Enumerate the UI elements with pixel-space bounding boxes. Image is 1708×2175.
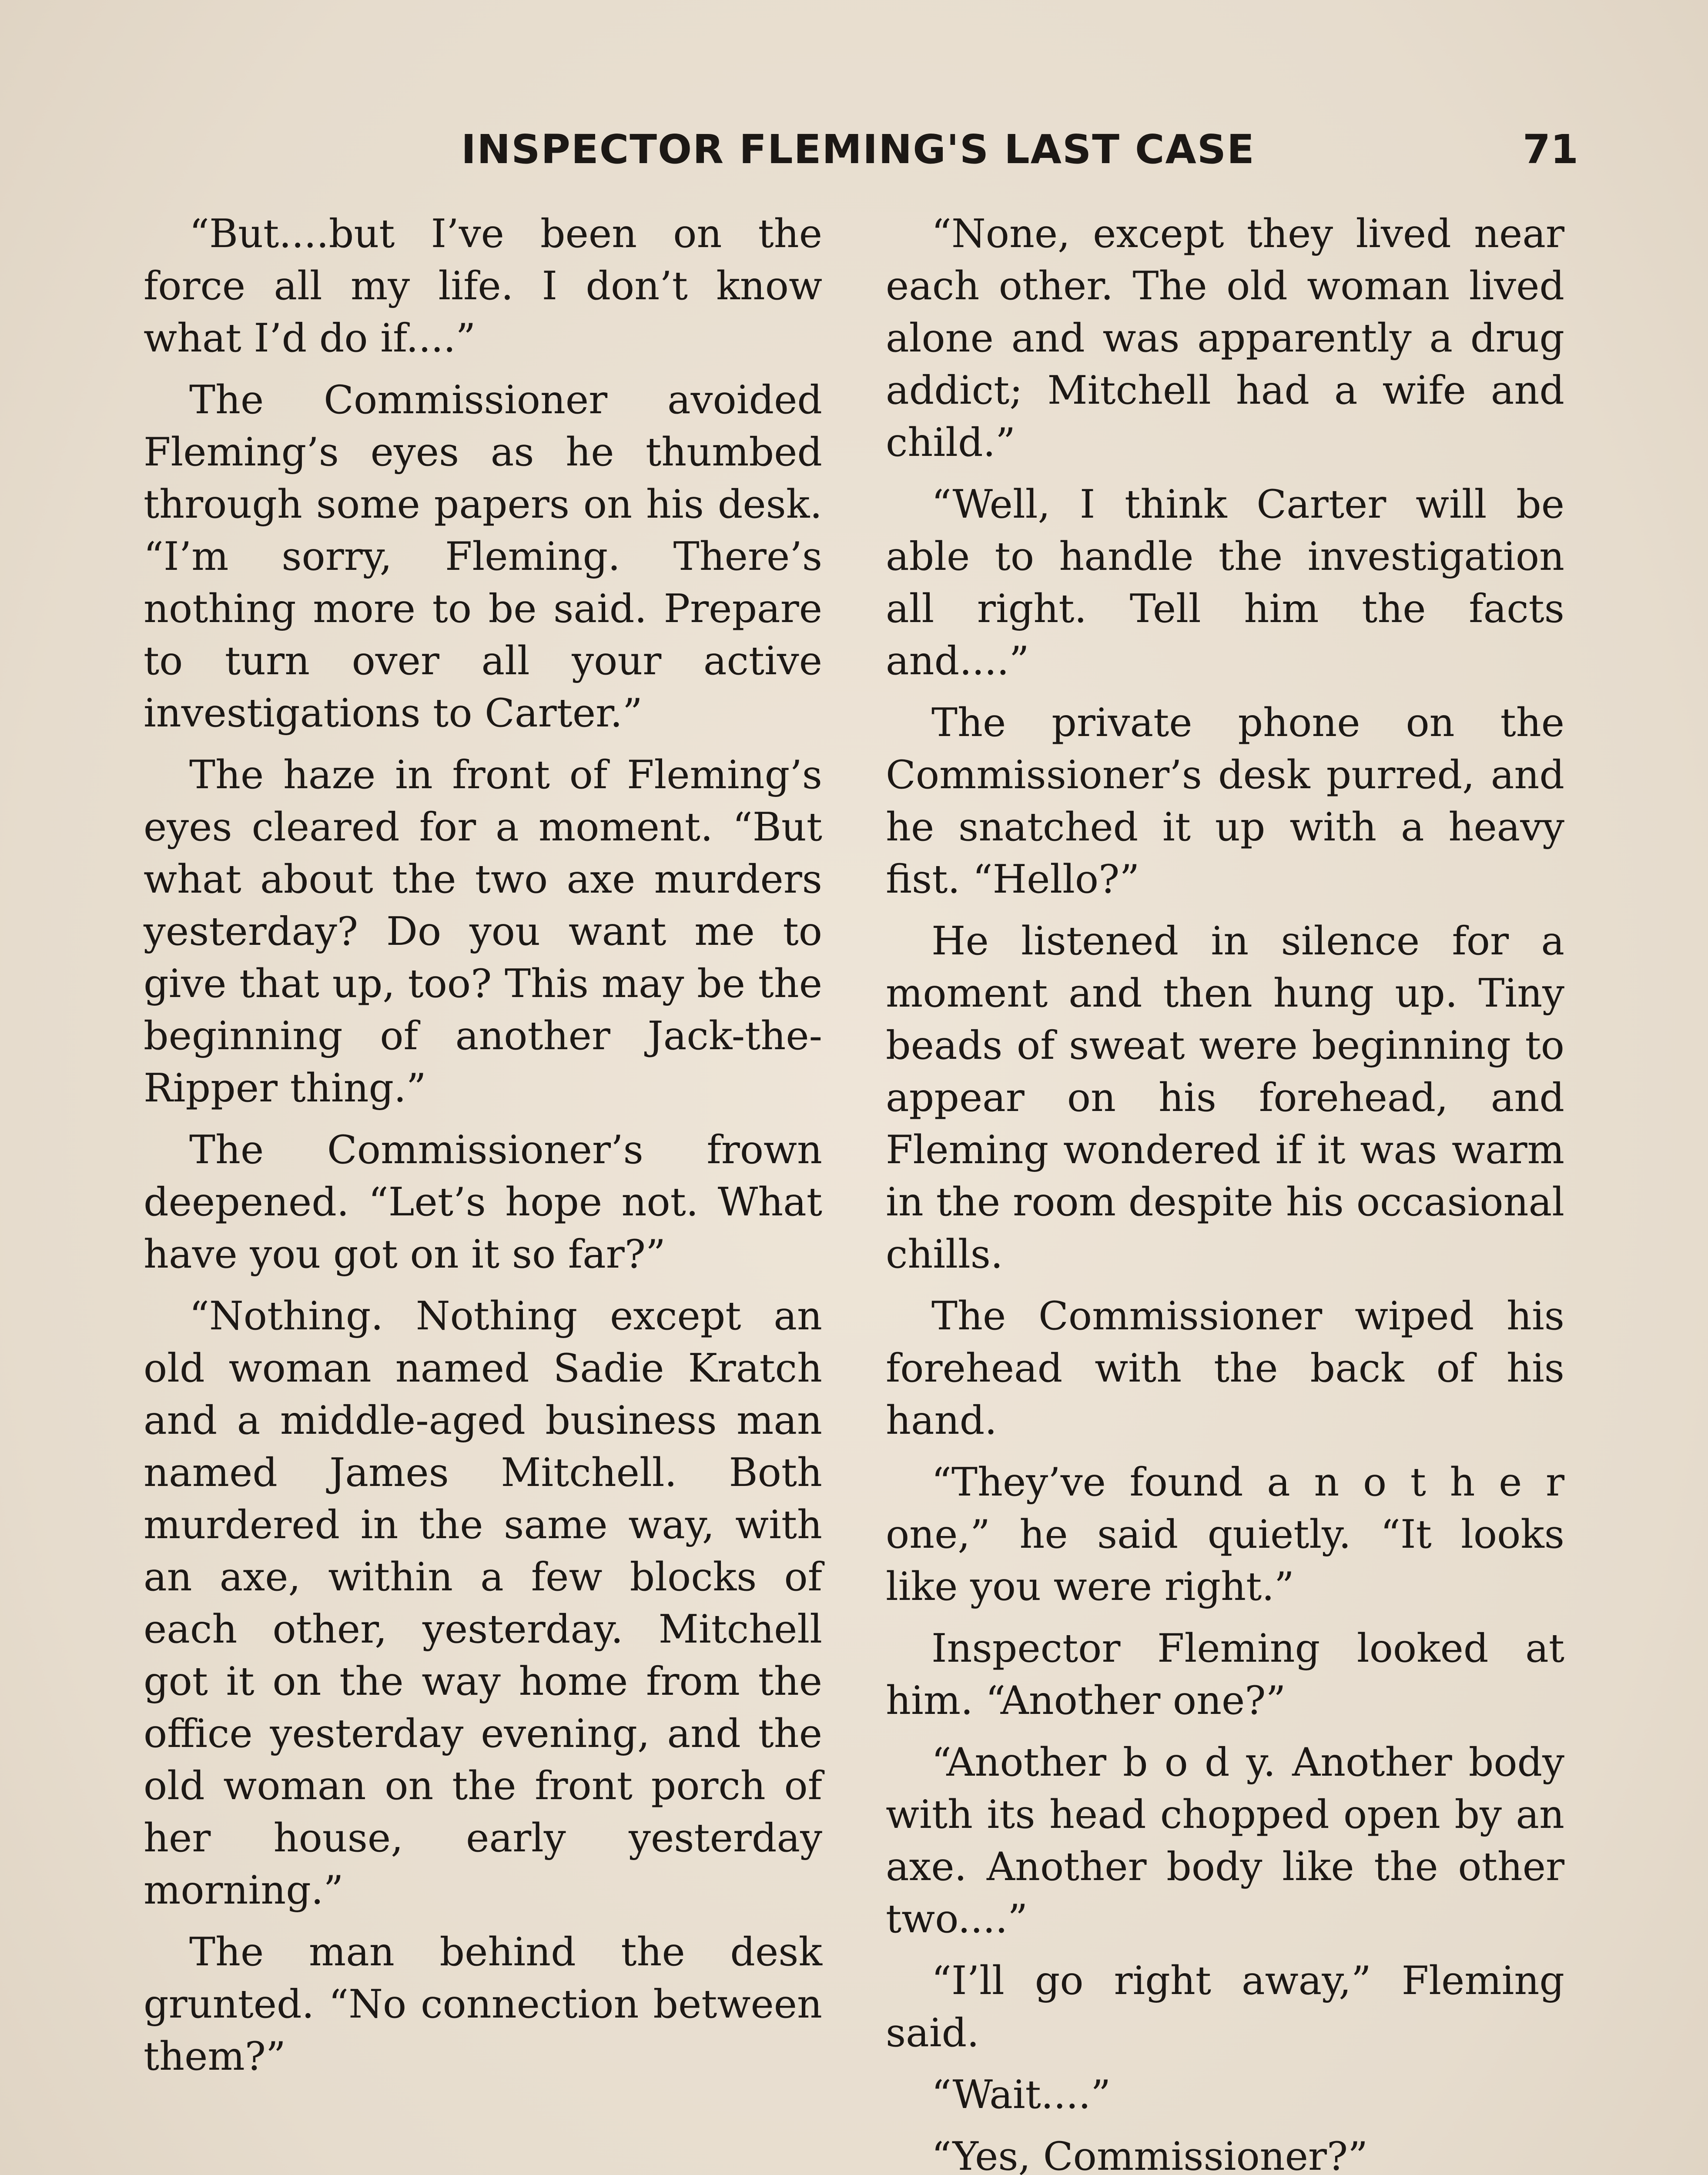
running-title: INSPECTOR FLEMING'S LAST CASE <box>461 126 1255 173</box>
left-column <box>144 208 822 2092</box>
paragraph: “None, except they lived near each other. The old woman lived alone and was apparently a drug addict; Mitchell had a wife and child.” <box>886 211 1564 465</box>
paragraph: “Yes, Commissioner?” <box>931 2134 1368 2175</box>
paragraph: “Nothing. Nothing except an old woman named Sadie Kratch and a middle-aged business man named James Mitchell. Both murdered in the same way, with an axe, within a few blocks of each other, yesterday. Mitchell got it on the way home from the office yesterday evening, and the old woman on the front porch of her house, early yesterday morning.” <box>144 1293 822 1913</box>
page-number: 71 <box>1523 126 1579 173</box>
paragraph: “They’ve found a n o t h e r one,” he said quietly. “It looks like you were right.” <box>886 1459 1564 1610</box>
paragraph: “Well, I think Carter will be able to handle the investigation all right. Tell him the facts and....” <box>886 482 1564 684</box>
paragraph: “Another b o d y. Another body with its head chopped open by an axe. Another body like the other two....” <box>886 1740 1564 1942</box>
paragraph: The private phone on the Commissioner’s desk purred, and he snatched it up with a heavy fist. “Hello?” <box>886 700 1564 902</box>
right-column <box>886 208 1564 2175</box>
paragraph: The Commissioner’s frown deepened. “Let’s hope not. What have you got on it so far?” <box>144 1127 822 1277</box>
paragraph: “Wait....” <box>931 2072 1111 2118</box>
paragraph: The man behind the desk grunted. “No connection between them?” <box>144 1929 822 2079</box>
paragraph: “I’ll go right away,” Fleming said. <box>886 1958 1564 2056</box>
paragraph: Inspector Fleming looked at him. “Another one?” <box>886 1626 1564 1723</box>
paragraph: He listened in silence for a moment and then hung up. Tiny beads of sweat were beginning to appear on his forehead, and Fleming wondered if it was warm in the room despite his occasional chills. <box>886 918 1564 1277</box>
paragraph: The Commissioner avoided Fleming’s eyes as he thumbed through some papers on his desk. “I’m sorry, Fleming. There’s nothing more to be said. Prepare to turn over all your active investigations to Carter.” <box>144 377 822 736</box>
paragraph: The Commissioner wiped his forehead with the back of his hand. <box>886 1293 1564 1443</box>
paragraph: The haze in front of Fleming’s eyes cleared for a moment. “But what about the two axe murders yesterday? Do you want me to give that up, too? This may be the beginning of another Jack-the-Ripper thing.” <box>144 752 822 1111</box>
paragraph: “But....but I’ve been on the force all my life. I don’t know what I’d do if....” <box>144 211 822 361</box>
